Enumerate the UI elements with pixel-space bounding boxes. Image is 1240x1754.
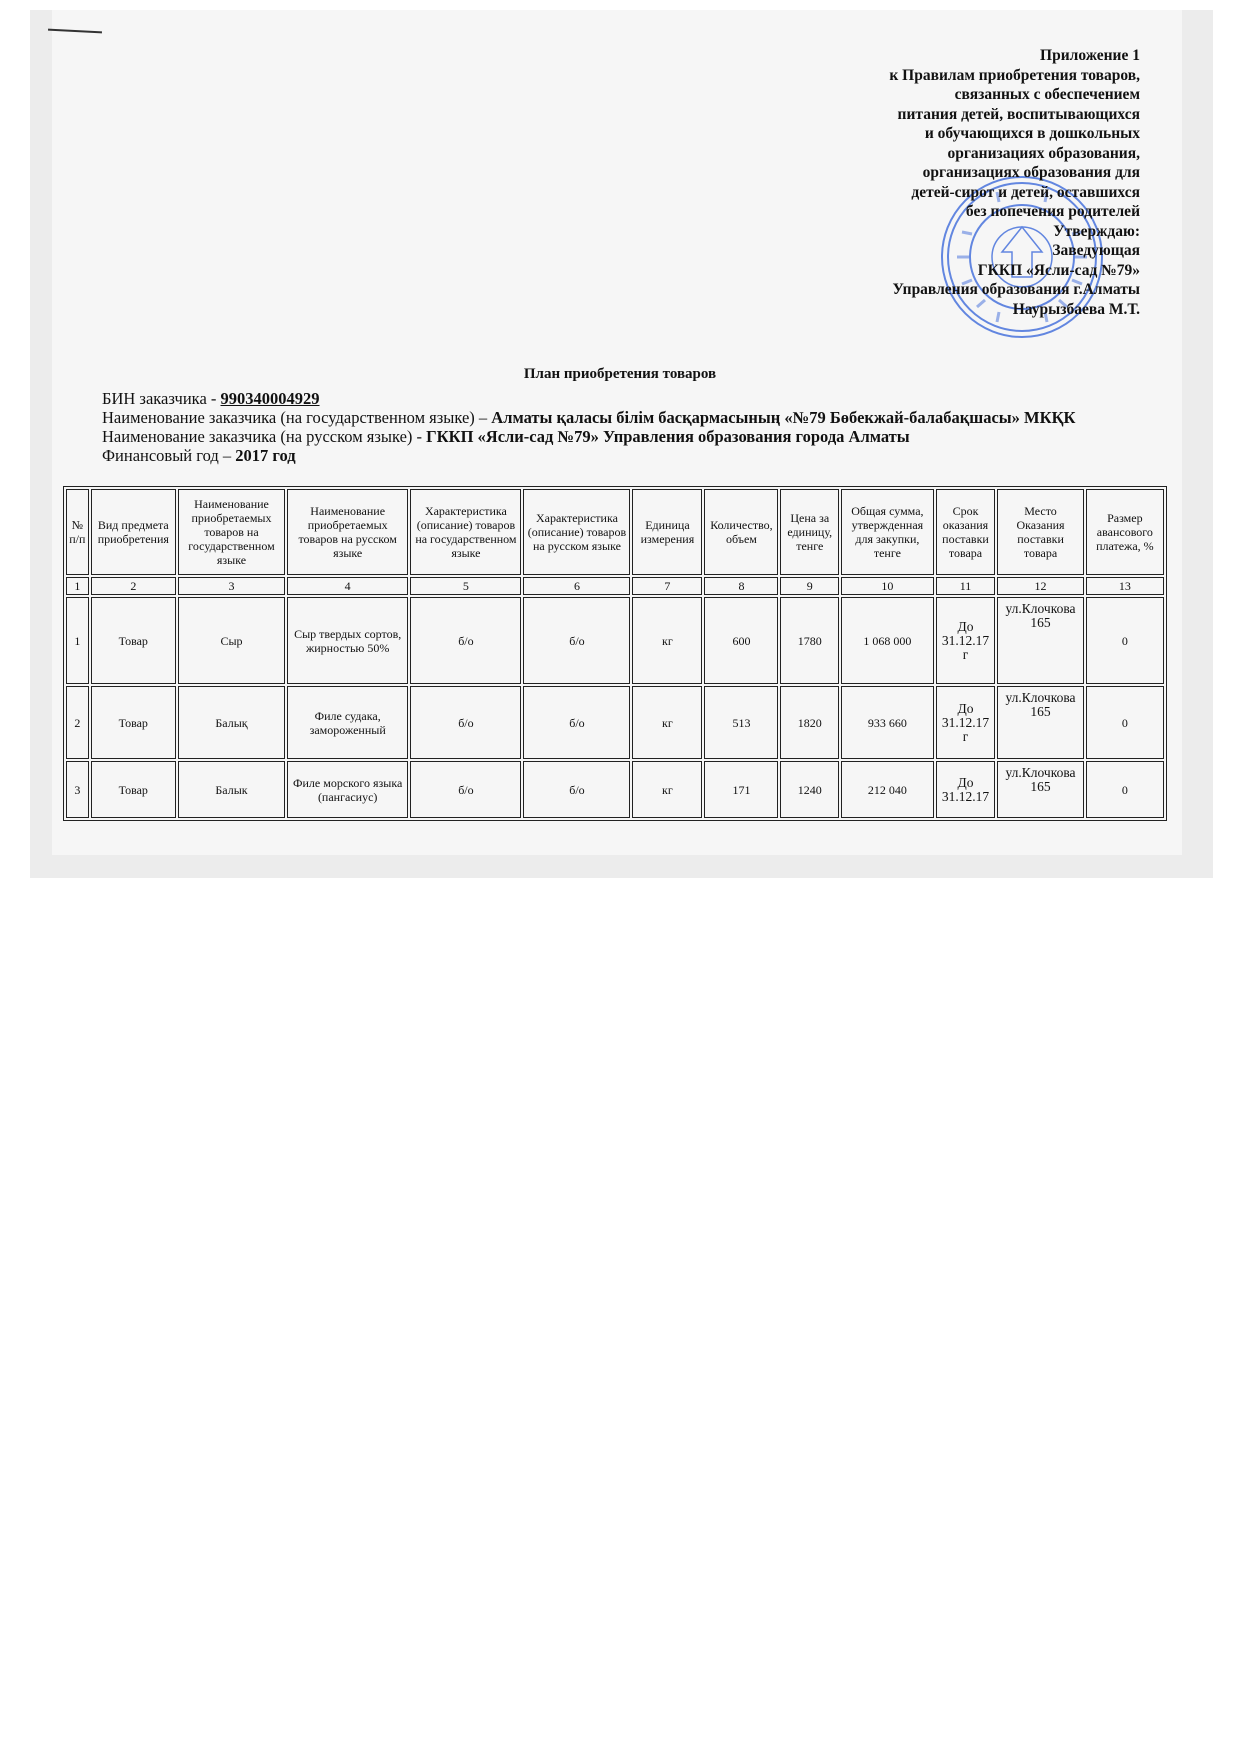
cell-total: 1 068 000 [841,597,934,684]
cell-place: ул.Клочкова 165 [997,597,1083,684]
column-header: Срок оказания поставки товара [936,489,996,575]
cell-number: 1 [66,597,89,684]
approval-line: Управления образования г.Алматы [892,281,1140,298]
approval-line: Утверждаю: [1053,222,1140,240]
approval-line: ГККП «Ясли-сад №79» [977,261,1140,279]
column-number: 8 [704,577,778,595]
bin-value: 990340004929 [220,389,320,408]
cell-number: 2 [66,686,89,759]
cell-name-state: Балық [178,686,285,759]
bin-label: БИН заказчика - [102,389,221,408]
cell-deadline: До 31.12.17 [936,761,996,818]
cell-desc-state: б/о [410,761,521,818]
column-number: 10 [841,577,934,595]
column-header: Количество, объем [704,489,778,575]
column-number: 12 [997,577,1083,595]
column-header: Вид предмета приобретения [91,489,176,575]
bin-row [102,389,1076,408]
cell-deadline: До 31.12.17 г [936,686,996,759]
cell-total: 933 660 [841,686,934,759]
column-number-row [66,577,1164,595]
cell-price: 1240 [780,761,839,818]
cell-name-ru: Филе судака, замороженный [287,686,408,759]
column-header: Наименование приобретаемых товаров на государственном языке [178,489,285,575]
cell-number: 3 [66,761,89,818]
table-row [66,597,1164,684]
column-header: Общая сумма, утвержденная для закупки, тенге [841,489,934,575]
column-number: 6 [523,577,630,595]
cell-type: Товар [91,761,176,818]
column-header: Цена за единицу, тенге [780,489,839,575]
column-number: 9 [780,577,839,595]
column-number: 11 [936,577,996,595]
year-label: Финансовый год – [102,446,236,465]
column-header: № п/п [66,489,89,575]
name-state-label: Наименование заказчика (на государственном языке) – [102,408,492,427]
cell-price: 1780 [780,597,839,684]
cell-desc-ru: б/о [523,686,630,759]
cell-deadline: До 31.12.17 г [936,597,996,684]
column-number: 7 [632,577,702,595]
procurement-plan-table [63,486,1167,821]
column-header: Место Оказания поставки товара [997,489,1083,575]
column-number: 4 [287,577,408,595]
cell-name-state: Сыр [178,597,285,684]
table-row [66,686,1164,759]
cell-unit: кг [632,761,702,818]
appendix-title: Приложение 1 [1040,47,1140,64]
column-number: 1 [66,577,89,595]
name-ru-value: ГККП «Ясли-сад №79» Управления образования города Алматы [426,427,910,446]
cell-place: ул.Клочкова 165 [997,761,1083,818]
cell-type: Товар [91,597,176,684]
page-title: План приобретения товаров [523,366,717,382]
cell-desc-ru: б/о [523,761,630,818]
cell-unit: кг [632,597,702,684]
cell-total: 212 040 [841,761,934,818]
column-header: Единица измерения [632,489,702,575]
cell-quantity: 600 [704,597,778,684]
name-ru-label: Наименование заказчика (на русском языке) - [102,427,427,446]
table-row [66,761,1164,818]
cell-price: 1820 [780,686,839,759]
approval-line: и обучающихся в дошкольных [924,125,1140,142]
cell-advance: 0 [1086,686,1164,759]
column-header: Характеристика (описание) товаров на государственном языке [410,489,521,575]
cell-name-ru: Сыр твердых сортов, жирностью 50% [287,597,408,684]
cell-desc-state: б/о [410,686,521,759]
cell-desc-state: б/о [410,597,521,684]
approver-name: Наурызбаева М.Т. [1012,300,1140,318]
column-number: 2 [91,577,176,595]
name-state-row [102,408,1076,427]
table-header-row [66,489,1164,575]
approval-line: организациях образования для [922,164,1140,181]
cell-name-state: Балык [178,761,285,818]
column-header: Наименование приобретаемых товаров на русском языке [287,489,408,575]
year-value: 2017 год [235,446,296,465]
year-row [102,446,1076,465]
cell-name-ru: Филе морского языка (пангасиус) [287,761,408,818]
cell-advance: 0 [1086,597,1164,684]
approval-line: детей-сирот и детей, оставшихся [911,183,1140,201]
column-number: 13 [1086,577,1164,595]
column-header: Характеристика (описание) товаров на русском языке [523,489,630,575]
approval-line: организациях образования, [947,144,1140,162]
cell-desc-ru: б/о [523,597,630,684]
name-state-value: Алматы қаласы білім басқармасының «№79 Бөбекжай-балабақшасы» МКҚК [491,408,1076,427]
cell-place: ул.Клочкова 165 [997,686,1083,759]
approval-line: Заведующая [1052,242,1140,259]
cell-quantity: 513 [704,686,778,759]
column-number: 5 [410,577,521,595]
column-number: 3 [178,577,285,595]
name-ru-row [102,427,1076,446]
cell-advance: 0 [1086,761,1164,818]
approval-line: к Правилам приобретения товаров, [889,66,1140,84]
cell-quantity: 171 [704,761,778,818]
approval-line: связанных с обеспечением [954,86,1140,103]
approval-line: питания детей, воспитывающихся [897,105,1140,123]
approval-line: без попечения родителей [965,203,1140,220]
approval-block [800,46,1140,319]
cell-unit: кг [632,686,702,759]
column-header: Размер авансового платежа, % [1086,489,1164,575]
cell-type: Товар [91,686,176,759]
customer-info [102,389,1076,465]
